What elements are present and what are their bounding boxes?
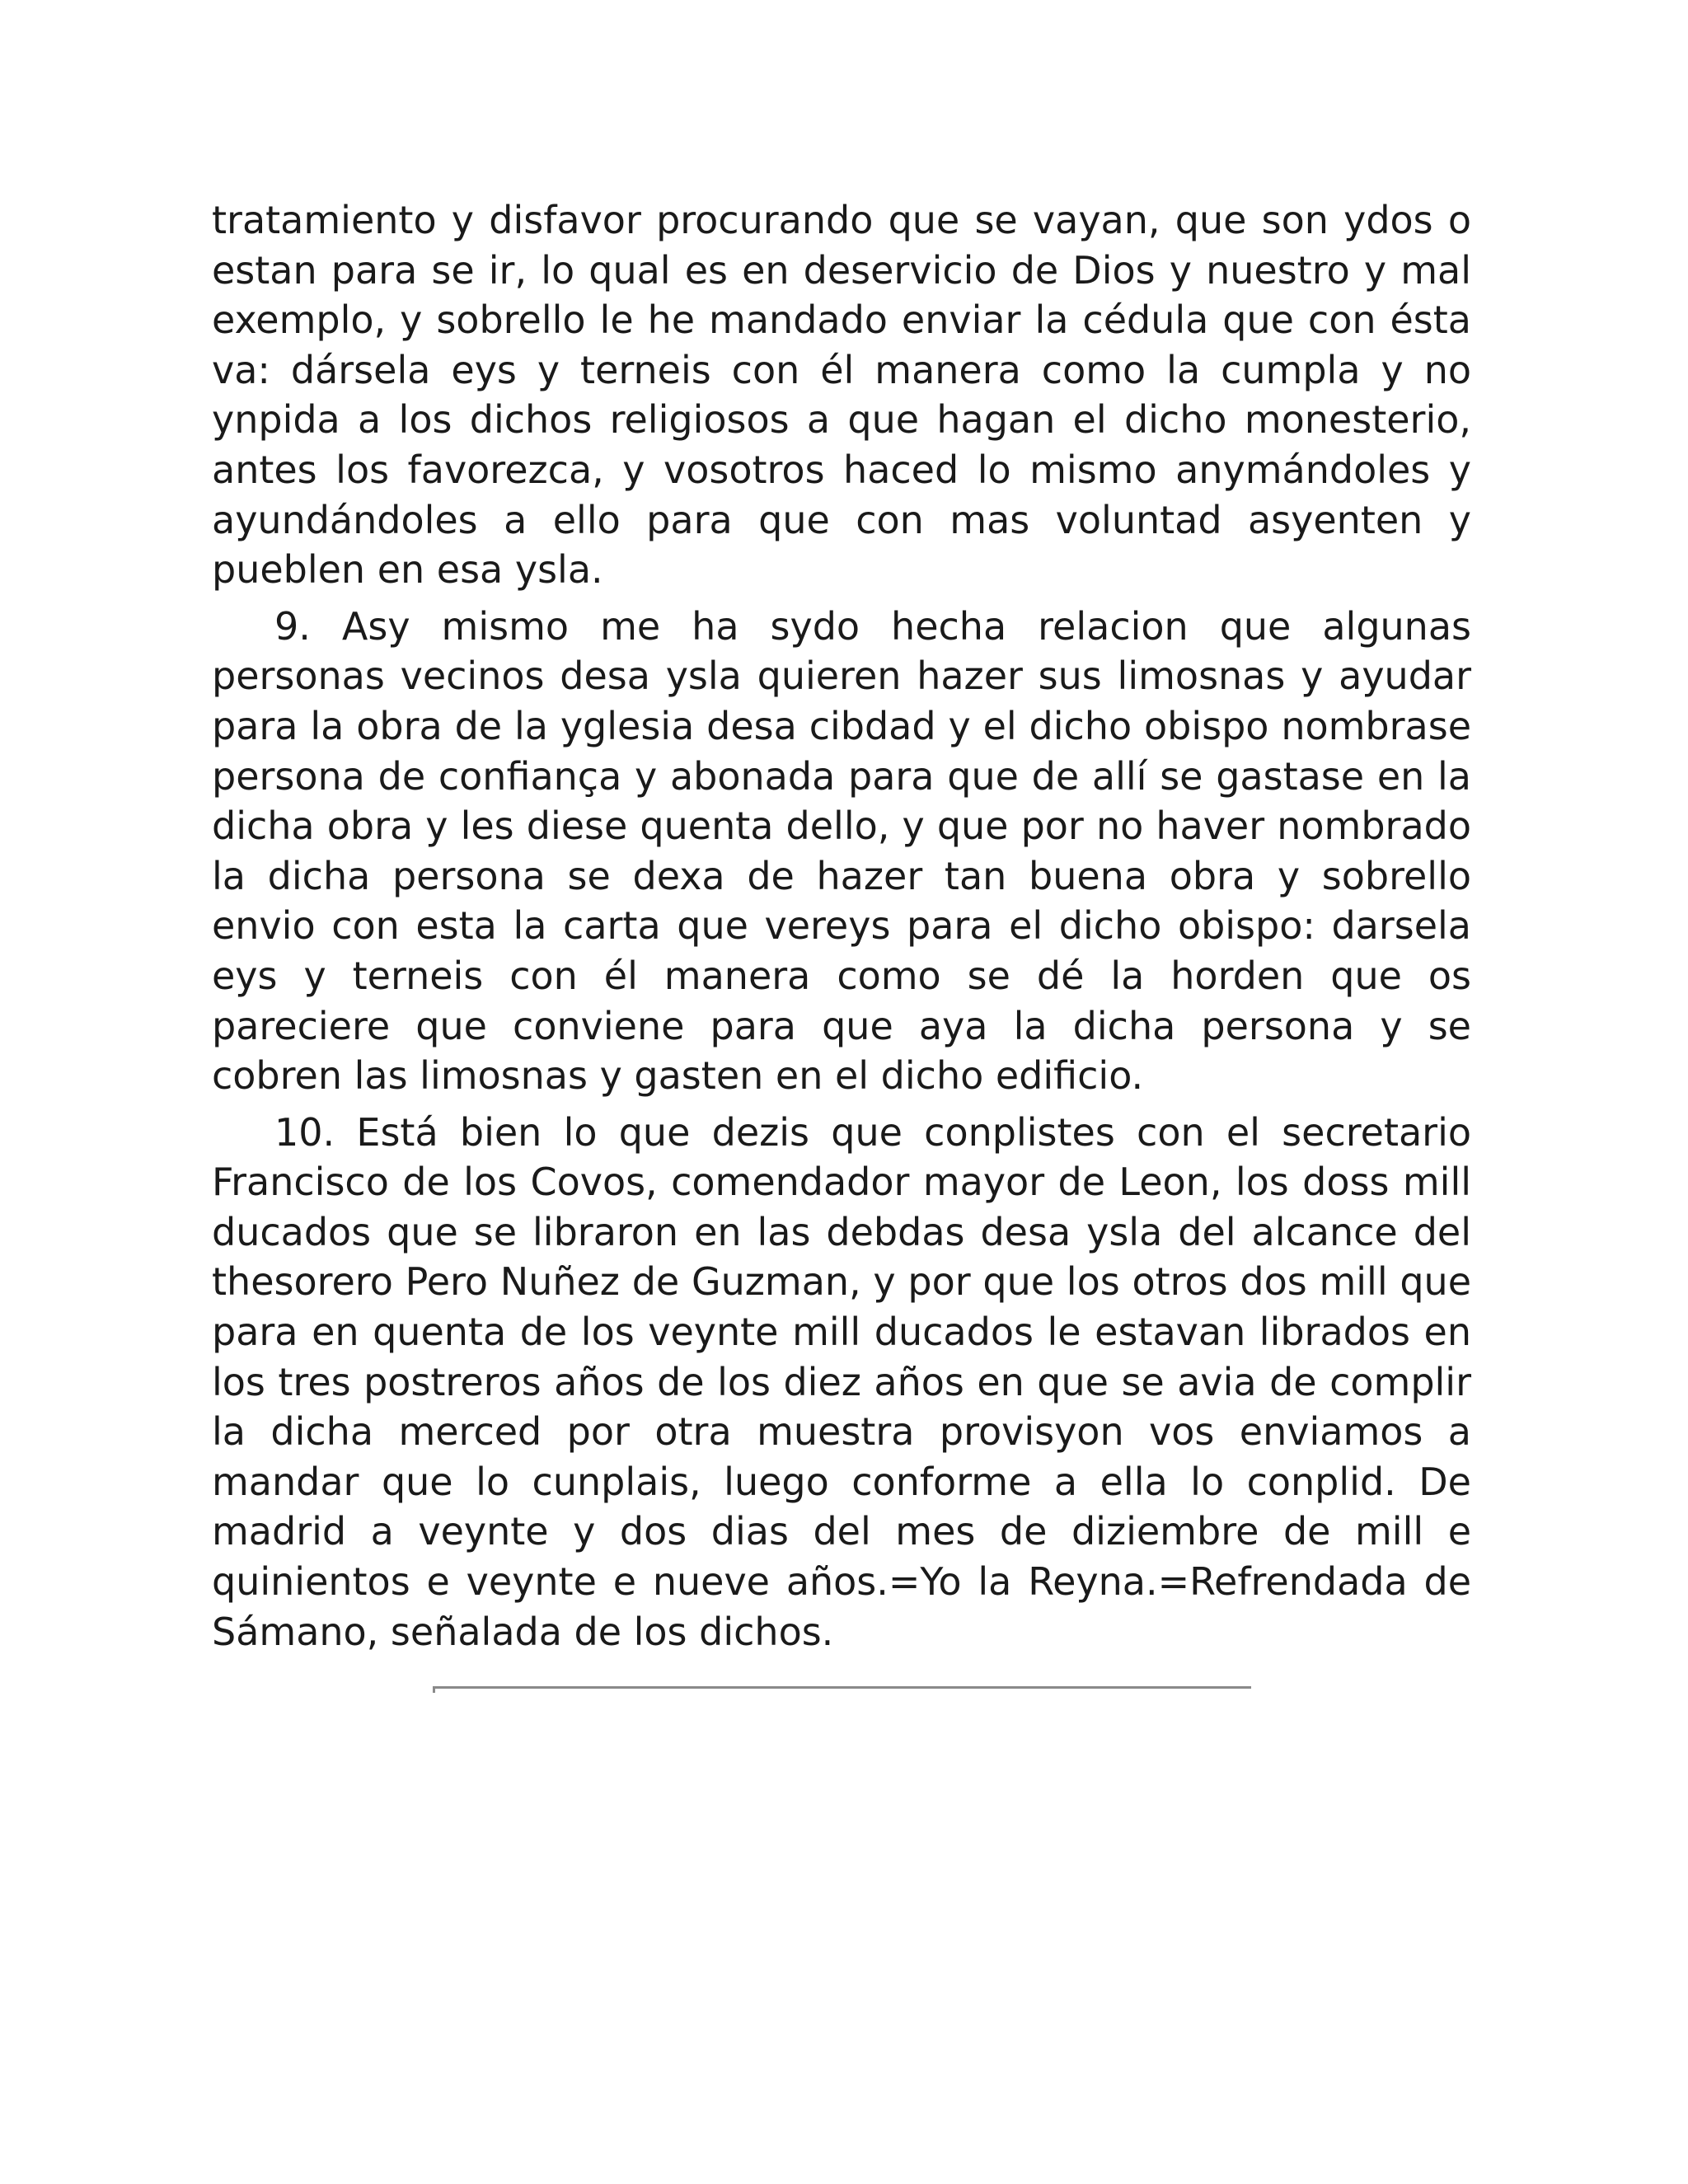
- document-body: [212, 195, 1471, 1663]
- paragraph-continuation: tratamiento y disfavor procurando que se vayan, que son ydos o estan para se ir, lo qual es en deservicio de Dios y nuestro y mal exemplo, y sobrello le he mandado enviar la cédula que con ésta va: dársela eys y terneis con él manera como la cumpla y no ynpida a los dichos religiosos a que hagan el dicho monesterio, antes los favorezca, y vosotros haced lo mismo anymándoles y ayundándoles a ello para que con mas voluntad asyenten y pueblen en esa ysla.: [212, 198, 1471, 593]
- paragraph-9: 9. Asy mismo me ha sydo hecha relacion que algunas personas vecinos desa ysla quieren hazer sus limosnas y ayudar para la obra de la yglesia desa cibdad y el dicho obispo nombrase persona de confiança y abonada para que de allí se gastase en la dicha obra y les diese quenta dello, y que por no haver nombrado la dicha persona se dexa de hazer tan buena obra y sobrello envio con esta la carta que vereys para el dicho obispo: darsela eys y terneis con él manera como se dé la horden que os pareciere que conviene para que aya la dicha persona y se cobren las limosnas y gasten en el dicho edificio.: [212, 603, 1471, 1099]
- footnote-separator-tick: [433, 1686, 435, 1693]
- footnote-separator-rule: [433, 1686, 1251, 1689]
- paragraph-10: 10. Está bien lo que dezis que conplistes con el secretario Francisco de los Covos, comendador mayor de Leon, los doss mill ducados que se libraron en las debdas desa ysla del alcance del thesorero Pero Nuñez de Guzman, y por que los otros dos mill que para en quenta de los veynte mill ducados le estavan librados en los tres postreros años de los diez años en que se avia de complir la dicha merced por otra muestra provisyon vos enviamos a mandar que lo cunplais, luego conforme a ella lo conplid. De madrid a veynte y dos dias del mes de diziembre de mill e quinientos e veynte e nueve años.=Yo la Reyna.=Refrendada de Sámano, señalada de los dichos.: [212, 1109, 1471, 1654]
